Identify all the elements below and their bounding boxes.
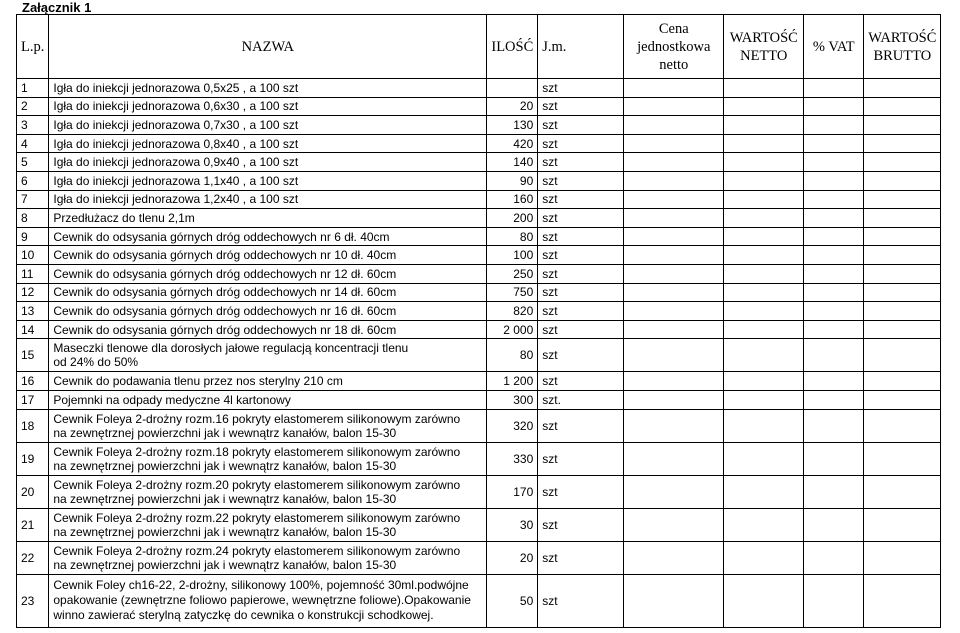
cell-name: Cewnik do odsysania górnych dróg oddechowych nr 12 dł. 60cm [49,264,487,283]
table-row [17,508,941,541]
cell-lp: 12 [17,283,49,302]
cell-name-line: opakowanie (zewnętrzne foliowo papierowe, wewnętrzne foliowe).Opakowanie [53,593,471,607]
cell-net-value [724,283,804,302]
cell-gross-value [864,475,941,508]
cell-vat [804,541,864,574]
header-unit-price-line: jednostkowa [637,38,711,55]
cell-unit-price [624,283,724,302]
cell-name: Igła do iniekcji jednorazowa 0,8x40 , a 100 szt [49,134,487,153]
table-row [17,79,941,98]
cell-vat [804,283,864,302]
cell-vat [804,79,864,98]
cell-lp: 9 [17,227,49,246]
cell-vat [804,302,864,321]
table-row [17,372,941,391]
table-row [17,475,941,508]
cell-name-line: Cewnik Foleya 2-drożny rozm.16 pokryty elastomerem silikonowym zarówno [53,411,461,426]
cell-name [49,339,487,372]
table-row [17,134,941,153]
cell-name: Igła do iniekcji jednorazowa 1,2x40 , a 100 szt [49,190,487,209]
cell-lp: 7 [17,190,49,209]
price-table [16,14,941,628]
cell-gross-value [864,442,941,475]
cell-gross-value [864,339,941,372]
cell-vat [804,227,864,246]
cell-unit-price [624,134,724,153]
header-unit: J.m. [538,15,624,79]
cell-lp: 1 [17,79,49,98]
cell-unit: szt [538,227,624,246]
cell-unit: szt [538,574,624,627]
cell-unit: szt [538,190,624,209]
cell-name [49,508,487,541]
header-name: NAZWA [49,15,487,79]
cell-vat [804,209,864,228]
cell-unit: szt. [538,390,624,409]
cell-unit-price [624,442,724,475]
cell-unit-price [624,541,724,574]
cell-unit-price [624,171,724,190]
cell-lp: 5 [17,153,49,172]
cell-qty: 1 200 [487,372,538,391]
cell-unit-price [624,190,724,209]
cell-name: Cewnik do odsysania górnych dróg oddechowych nr 10 dł. 40cm [49,246,487,265]
cell-unit: szt [538,302,624,321]
cell-unit-price [624,409,724,442]
cell-unit-price [624,339,724,372]
cell-vat [804,97,864,116]
header-gross-value-line: BRUTTO [873,47,932,64]
cell-name [49,442,487,475]
cell-lp: 15 [17,339,49,372]
table-row [17,264,941,283]
cell-gross-value [864,390,941,409]
cell-gross-value [864,246,941,265]
cell-qty: 750 [487,283,538,302]
cell-name-line: Cewnik Foleya 2-drożny rozm.22 pokryty elastomerem silikonowym zarówno [53,510,461,525]
cell-vat [804,246,864,265]
cell-name [49,541,487,574]
cell-name: Cewnik do podawania tlenu przez nos sterylny 210 cm [49,372,487,391]
cell-unit: szt [538,541,624,574]
cell-name-line: na zewnętrznej powierzchni jak i wewnątrz kanałów, balon 15-30 [53,425,397,440]
cell-vat [804,116,864,135]
cell-qty: 90 [487,171,538,190]
cell-vat [804,153,864,172]
cell-gross-value [864,171,941,190]
cell-name-line: na zewnętrznej powierzchni jak i wewnątrz kanałów, balon 15-30 [53,458,397,473]
cell-unit-price [624,475,724,508]
cell-vat [804,372,864,391]
cell-lp: 23 [17,574,49,627]
table-row [17,227,941,246]
cell-lp: 2 [17,97,49,116]
cell-name-line: Cewnik Foleya 2-drożny rozm.20 pokryty elastomerem silikonowym zarówno [53,477,461,492]
cell-vat [804,475,864,508]
cell-unit: szt [538,209,624,228]
cell-gross-value [864,541,941,574]
table-row [17,320,941,339]
cell-lp: 3 [17,116,49,135]
cell-name: Przedłużacz do tlenu 2,1m [49,209,487,228]
table-row [17,116,941,135]
cell-name: Igła do iniekcji jednorazowa 0,6x30 , a 100 szt [49,97,487,116]
cell-qty: 300 [487,390,538,409]
cell-gross-value [864,116,941,135]
cell-net-value [724,409,804,442]
cell-net-value [724,264,804,283]
header-row [17,15,941,79]
cell-lp: 21 [17,508,49,541]
cell-qty: 820 [487,302,538,321]
cell-unit-price [624,153,724,172]
cell-unit: szt [538,283,624,302]
cell-qty: 50 [487,574,538,627]
cell-unit: szt [538,116,624,135]
cell-net-value [724,320,804,339]
cell-vat [804,190,864,209]
cell-gross-value [864,574,941,627]
cell-name [49,574,487,627]
cell-name-line: winno zawierać sterylną zatyczkę do cewnika o konstrukcji schodkowej. [53,608,434,622]
cell-net-value [724,79,804,98]
header-net-value-line: NETTO [740,47,788,64]
cell-qty: 170 [487,475,538,508]
cell-gross-value [864,79,941,98]
cell-name: Igła do iniekcji jednorazowa 1,1x40 , a 100 szt [49,171,487,190]
cell-qty: 160 [487,190,538,209]
cell-lp: 16 [17,372,49,391]
cell-lp: 22 [17,541,49,574]
cell-gross-value [864,227,941,246]
cell-gross-value [864,283,941,302]
cell-lp: 11 [17,264,49,283]
cell-vat [804,442,864,475]
cell-vat [804,339,864,372]
header-unit-price-line: netto [659,56,689,73]
table-row [17,409,941,442]
cell-qty: 80 [487,227,538,246]
cell-name-line: na zewnętrznej powierzchni jak i wewnątrz kanałów, balon 15-30 [53,491,397,506]
cell-gross-value [864,153,941,172]
cell-name: Igła do iniekcji jednorazowa 0,9x40 , a 100 szt [49,153,487,172]
cell-net-value [724,171,804,190]
cell-net-value [724,134,804,153]
cell-name: Pojemnki na odpady medyczne 4l kartonowy [49,390,487,409]
cell-name: Igła do iniekcji jednorazowa 0,5x25 , a 100 szt [49,79,487,98]
cell-vat [804,574,864,627]
cell-unit-price [624,209,724,228]
cell-gross-value [864,209,941,228]
header-qty: ILOŚĆ [487,15,538,79]
cell-unit: szt [538,171,624,190]
cell-qty: 100 [487,246,538,265]
table-row [17,209,941,228]
cell-name-line: od 24% do 50% [53,355,139,370]
header-gross-value [864,15,941,79]
cell-qty: 130 [487,116,538,135]
cell-vat [804,409,864,442]
cell-vat [804,508,864,541]
cell-name-line: Cewnik Foleya 2-drożny rozm.18 pokryty elastomerem silikonowym zarówno [53,444,461,459]
header-unit-price [624,15,724,79]
cell-lp: 13 [17,302,49,321]
cell-qty: 140 [487,153,538,172]
attachment-title: Załącznik 1 [22,0,92,15]
cell-qty: 420 [487,134,538,153]
cell-vat [804,264,864,283]
cell-net-value [724,97,804,116]
cell-unit: szt [538,134,624,153]
cell-unit-price [624,302,724,321]
cell-lp: 6 [17,171,49,190]
cell-lp: 8 [17,209,49,228]
table-row [17,442,941,475]
cell-qty: 250 [487,264,538,283]
header-vat: % VAT [804,15,864,79]
cell-net-value [724,541,804,574]
cell-vat [804,320,864,339]
cell-net-value [724,153,804,172]
cell-name: Cewnik do odsysania górnych dróg oddechowych nr 16 dł. 60cm [49,302,487,321]
table-row [17,302,941,321]
header-lp: L.p. [17,15,49,79]
table-row [17,283,941,302]
cell-qty [487,79,538,98]
cell-qty: 200 [487,209,538,228]
cell-qty: 2 000 [487,320,538,339]
cell-vat [804,134,864,153]
cell-net-value [724,475,804,508]
cell-name-line: Maseczki tlenowe dla dorosłych jałowe regulacją koncentracji tlenu [53,341,409,356]
header-net-value [724,15,804,79]
cell-qty: 330 [487,442,538,475]
cell-gross-value [864,409,941,442]
cell-unit-price [624,390,724,409]
cell-lp: 10 [17,246,49,265]
cell-gross-value [864,372,941,391]
cell-unit-price [624,508,724,541]
cell-unit-price [624,574,724,627]
cell-unit: szt [538,153,624,172]
table-row [17,574,941,627]
cell-unit: szt [538,97,624,116]
cell-name: Igła do iniekcji jednorazowa 0,7x30 , a 100 szt [49,116,487,135]
cell-unit: szt [538,339,624,372]
cell-unit: szt [538,264,624,283]
header-gross-value-line: WARTOŚĆ [868,29,937,46]
cell-unit: szt [538,79,624,98]
table-body [17,79,941,628]
cell-net-value [724,246,804,265]
cell-name-line: Cewnik Foleya 2-drożny rozm.24 pokryty elastomerem silikonowym zarówno [53,543,461,558]
table-row [17,97,941,116]
cell-net-value [724,442,804,475]
header-unit-price-line: Cena [658,20,689,37]
cell-name-line: Cewnik Foley ch16-22, 2-drożny, silikonowy 100%, pojemność 30ml.podwójne [53,578,469,592]
cell-unit: szt [538,442,624,475]
cell-unit-price [624,264,724,283]
cell-gross-value [864,320,941,339]
cell-net-value [724,372,804,391]
header-net-value-line: WARTOŚĆ [729,29,798,46]
cell-unit-price [624,246,724,265]
cell-gross-value [864,97,941,116]
cell-name-line: na zewnętrznej powierzchni jak i wewnątrz kanałów, balon 15-30 [53,557,397,572]
cell-unit-price [624,227,724,246]
cell-lp: 18 [17,409,49,442]
cell-net-value [724,339,804,372]
cell-lp: 17 [17,390,49,409]
cell-lp: 19 [17,442,49,475]
cell-vat [804,390,864,409]
cell-net-value [724,190,804,209]
cell-qty: 30 [487,508,538,541]
cell-lp: 20 [17,475,49,508]
cell-unit-price [624,320,724,339]
cell-lp: 14 [17,320,49,339]
cell-gross-value [864,190,941,209]
cell-qty: 20 [487,97,538,116]
table-row [17,171,941,190]
cell-unit-price [624,372,724,391]
cell-unit-price [624,97,724,116]
cell-unit: szt [538,372,624,391]
table-row [17,541,941,574]
table-row [17,190,941,209]
cell-name [49,475,487,508]
cell-unit-price [624,116,724,135]
cell-vat [804,171,864,190]
table-row [17,339,941,372]
cell-name: Cewnik do odsysania górnych dróg oddechowych nr 14 dł. 60cm [49,283,487,302]
cell-name-line: na zewnętrznej powierzchni jak i wewnątrz kanałów, balon 15-30 [53,524,397,539]
cell-unit: szt [538,409,624,442]
cell-net-value [724,227,804,246]
cell-lp: 4 [17,134,49,153]
cell-net-value [724,302,804,321]
cell-unit: szt [538,246,624,265]
cell-qty: 20 [487,541,538,574]
cell-name: Cewnik do odsysania górnych dróg oddechowych nr 6 dł. 40cm [49,227,487,246]
cell-net-value [724,508,804,541]
cell-qty: 320 [487,409,538,442]
cell-net-value [724,574,804,627]
cell-unit-price [624,79,724,98]
cell-name: Cewnik do odsysania górnych dróg oddechowych nr 18 dł. 60cm [49,320,487,339]
cell-gross-value [864,264,941,283]
table-row [17,153,941,172]
cell-qty: 80 [487,339,538,372]
cell-gross-value [864,508,941,541]
cell-net-value [724,209,804,228]
cell-unit: szt [538,320,624,339]
table-row [17,246,941,265]
table-row [17,390,941,409]
cell-net-value [724,390,804,409]
cell-gross-value [864,134,941,153]
cell-unit: szt [538,508,624,541]
cell-net-value [724,116,804,135]
cell-name [49,409,487,442]
cell-gross-value [864,302,941,321]
cell-unit: szt [538,475,624,508]
